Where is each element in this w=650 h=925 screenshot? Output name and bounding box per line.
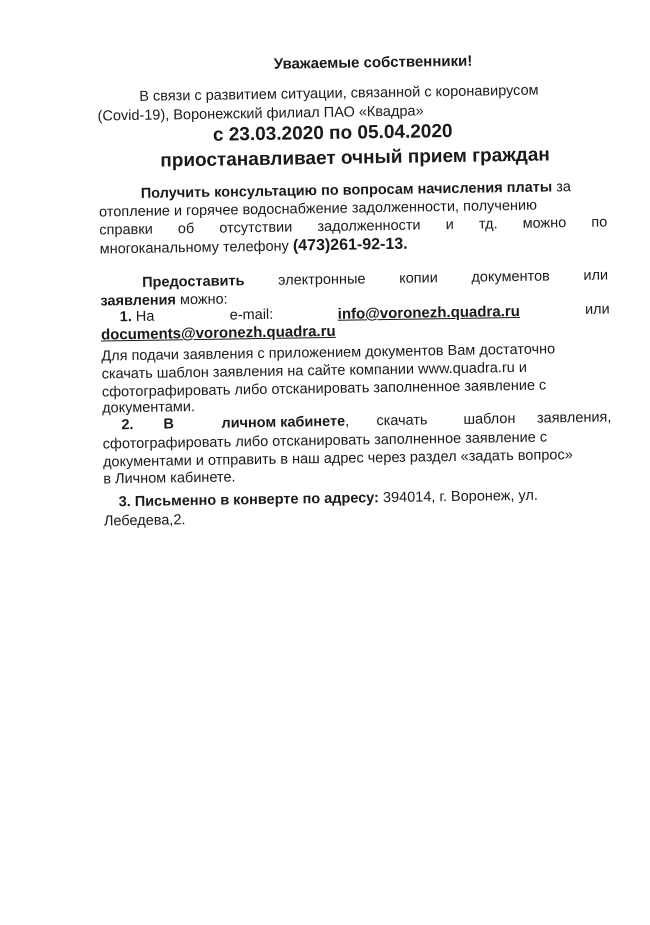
intro-line-1: В связи с развитием ситуации, связанной с коронавирусом bbox=[139, 82, 539, 105]
item2-number: 2. bbox=[121, 417, 134, 434]
item1-number: 1. bbox=[119, 309, 132, 326]
consult-rest: за bbox=[552, 179, 572, 196]
item2-in: В bbox=[163, 416, 175, 433]
provide-word: копии bbox=[399, 270, 438, 287]
consult-line-2: отопление и горячее водоснабжение задолженности, получению bbox=[98, 197, 538, 221]
item2-application: заявления, bbox=[536, 409, 612, 427]
item3-bold: 3. Письменно в конверте по адресу: bbox=[118, 490, 380, 511]
item3-address: 394014, г. Воронеж, ул. bbox=[378, 487, 539, 507]
item1-or: или bbox=[584, 301, 610, 318]
item1-line-4: скачать шаблон заявления на сайте компании www.quadra.ru и bbox=[101, 359, 528, 383]
intro-line-2: (Covid-19), Воронежский филиал ПАО «Квадра» bbox=[97, 103, 424, 125]
consult-word: можно bbox=[522, 215, 567, 232]
item3-line-1 bbox=[119, 488, 539, 512]
provide-word: Предоставить bbox=[142, 273, 245, 291]
consult-line-4 bbox=[100, 236, 408, 259]
dates-line: с 23.03.2020 по 05.04.2020 bbox=[212, 120, 453, 146]
item3-line-2: Лебедева,2. bbox=[103, 512, 186, 530]
consult-bold: Получить консультацию по вопросам начисления платы bbox=[140, 179, 553, 202]
item2-download: скачать bbox=[376, 412, 428, 430]
item2-line-4: в Личном кабинете. bbox=[103, 469, 236, 488]
consult-word: справки bbox=[99, 221, 153, 239]
phone-number: (473)261-92-13. bbox=[292, 235, 408, 255]
item2-line-3: документами и отправить в наш адрес через раздел «задать вопрос» bbox=[102, 447, 573, 471]
item2-line-2: сфотографировать либо отсканировать заполненное заявление с bbox=[102, 429, 548, 453]
cabinet-text: личном кабинете bbox=[221, 413, 346, 432]
email-label: e-mail: bbox=[229, 306, 274, 324]
consult-word: об bbox=[177, 221, 195, 238]
item1-line-3: Для подачи заявления с приложением документов Вам достаточно bbox=[101, 341, 556, 365]
provide-rest: можно: bbox=[175, 291, 228, 309]
item1-line-6: документами. bbox=[102, 399, 196, 417]
item1-line-5: сфотографировать либо отсканировать заполненное заявление с bbox=[101, 377, 547, 401]
provide-bold: заявления bbox=[100, 292, 177, 310]
provide-word: документов bbox=[471, 268, 550, 286]
provide-word: или bbox=[583, 267, 609, 284]
consult-word: по bbox=[591, 214, 608, 231]
email-link-info[interactable]: info@voronezh.quadra.ru bbox=[337, 302, 520, 323]
suspend-line: приостанавливает очный прием граждан bbox=[160, 144, 550, 172]
phone-prefix: многоканальному телефону bbox=[99, 238, 294, 258]
page-heading: Уважаемые собственники! bbox=[273, 52, 473, 73]
provide-word: электронные bbox=[277, 271, 366, 289]
consult-word: задолженности bbox=[317, 217, 421, 236]
consult-word: тд. bbox=[478, 216, 498, 233]
consult-word: и bbox=[445, 216, 454, 234]
email-link-documents[interactable]: documents@voronezh.quadra.ru bbox=[100, 322, 336, 344]
consult-word: отсутствии bbox=[219, 219, 293, 237]
item2-template: шаблон bbox=[463, 411, 516, 428]
item2-comma: , bbox=[344, 413, 350, 430]
provide-line-1 bbox=[142, 268, 608, 292]
item1-on: На bbox=[135, 308, 155, 325]
